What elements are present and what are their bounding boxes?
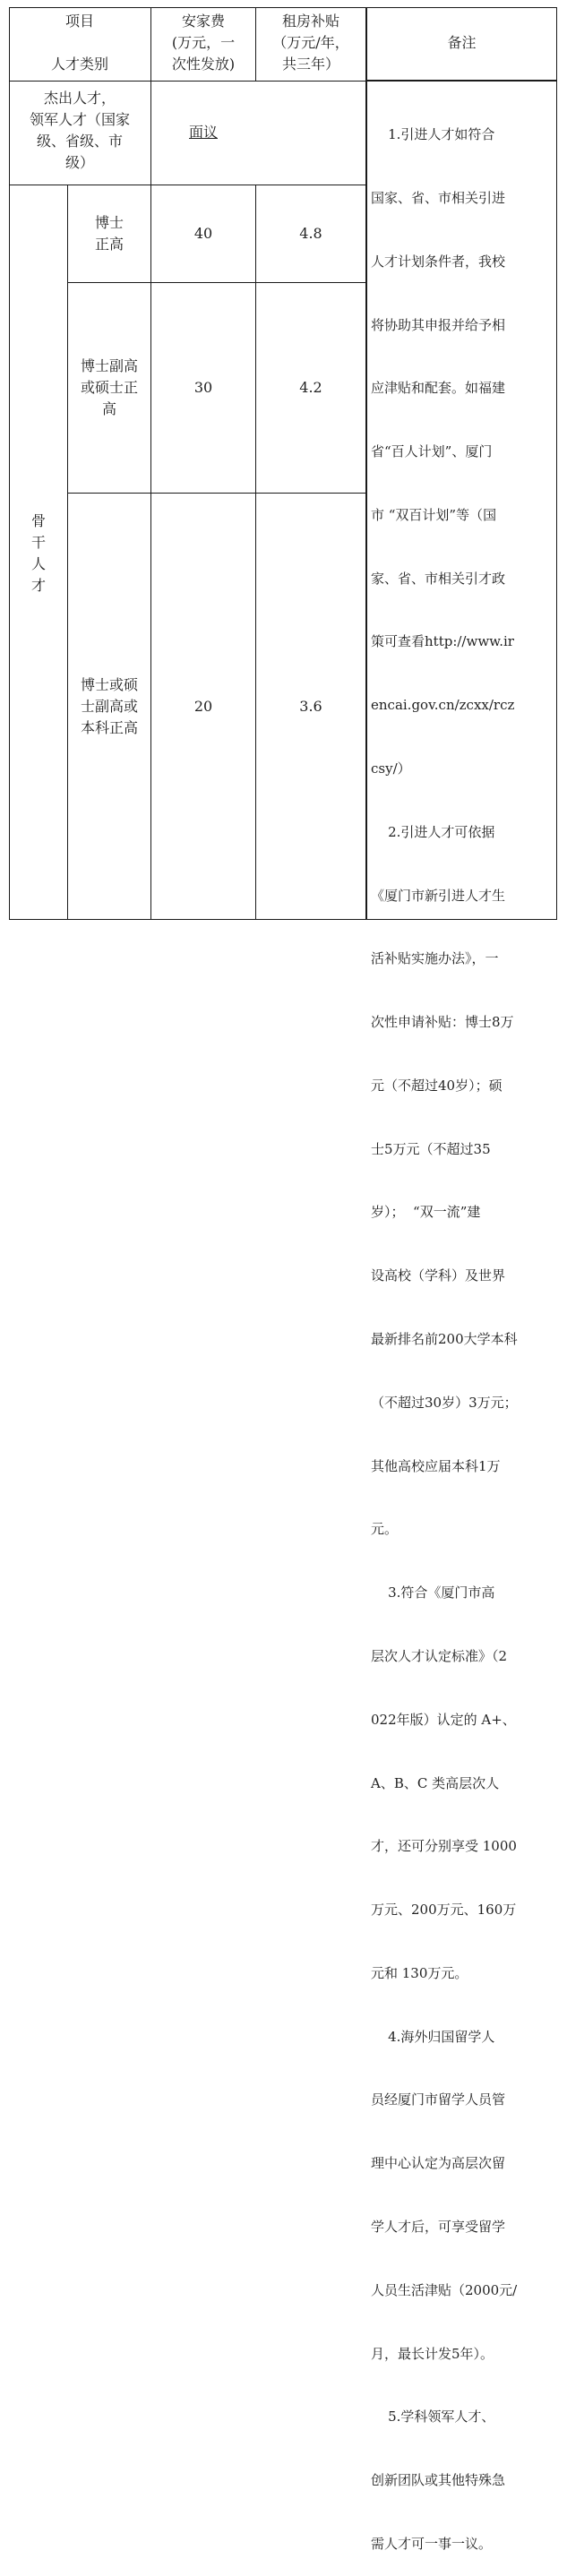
header-rent-1: 租房补贴 xyxy=(281,13,339,30)
backbone-label-3: 人 xyxy=(30,555,46,572)
note-line: 3.符合《厦门市高 xyxy=(371,1584,495,1601)
header-settle-2: (万元，一 xyxy=(171,34,236,51)
note-line: 5.学科领军人才、 xyxy=(371,2409,495,2426)
remarks-text xyxy=(371,82,555,2576)
header-rent-2: （万元/年， xyxy=(272,34,349,51)
backbone-label-1: 骨 xyxy=(30,512,46,529)
header-category: 人才类别 xyxy=(50,56,108,73)
doctor-master-settle: 20 xyxy=(193,698,213,715)
border-right xyxy=(556,7,557,920)
note-line: 《厦门市新引进人才生 xyxy=(371,887,506,904)
border-top xyxy=(9,7,557,8)
row-divider-2 xyxy=(68,493,367,494)
note-line: 4.海外归国留学人 xyxy=(371,2028,495,2045)
header-settle-1: 安家费 xyxy=(181,13,225,30)
header-item: 项目 xyxy=(64,13,94,30)
doctor-vice-label-3: 高 xyxy=(101,400,116,417)
note-line: 层次人才认定标准》（2 xyxy=(371,1647,508,1664)
doctor-senior-label-2: 正高 xyxy=(94,236,124,253)
outstanding-label-4: 级） xyxy=(64,154,94,171)
doctor-senior-rent: 4.8 xyxy=(299,225,322,242)
note-line: A、B、C 类高层次人 xyxy=(371,1774,500,1791)
note-line: 士5万元（不超过35 xyxy=(371,1140,491,1157)
outstanding-label-2: 领军人才（国家 xyxy=(29,111,130,128)
note-line: 2.引进人才可依据 xyxy=(371,823,495,840)
note-line: 月，最长计发5年）。 xyxy=(371,2345,494,2362)
note-line: 才，还可分别享受 1000 xyxy=(371,1838,517,1855)
doctor-master-label-3: 本科正高 xyxy=(80,719,138,736)
note-line: 最新排名前200大学本科 xyxy=(371,1331,518,1348)
header-settle-3: 次性发放) xyxy=(171,56,236,73)
col-divider-remark xyxy=(365,7,367,920)
note-line: 需人才可一事一议。 xyxy=(371,2535,493,2552)
doctor-master-label-1: 博士或硕 xyxy=(80,676,138,693)
note-line: encai.gov.cn/zcxx/rcz xyxy=(371,697,515,714)
note-line: （不超过30岁）3万元； xyxy=(371,1394,518,1411)
note-line: 市 “双百计划”等（国 xyxy=(371,506,497,523)
doctor-senior-label-1: 博士 xyxy=(94,214,124,231)
note-line: 学人才后，可享受留学 xyxy=(371,2218,506,2235)
note-line: 创新团队或其他特殊急 xyxy=(371,2472,506,2489)
note-line: 元（不超过40岁）；硕 xyxy=(371,1077,503,1094)
col-divider-rent-lower xyxy=(255,185,256,920)
note-line: 理中心认定为高层次留 xyxy=(371,2155,506,2172)
note-line: 国家、省、市相关引进 xyxy=(371,189,506,206)
doctor-master-rent: 3.6 xyxy=(299,698,322,715)
header-divider-remark xyxy=(366,80,557,82)
backbone-label-4: 才 xyxy=(30,577,46,594)
note-line: 设高校（学科）及世界 xyxy=(371,1267,506,1284)
note-line: 1.引进人才如符合 xyxy=(371,126,495,143)
backbone-label-2: 干 xyxy=(30,534,46,551)
doctor-senior-settle: 40 xyxy=(193,225,213,242)
outstanding-label-1: 杰出人才， xyxy=(43,90,116,107)
note-line: csy/） xyxy=(371,760,411,777)
header-divider xyxy=(9,81,367,82)
note-line: 其他高校应届本科1万 xyxy=(371,1457,501,1474)
note-line: 员经厦门市留学人员管 xyxy=(371,2091,506,2108)
note-line: 元和 130万元。 xyxy=(371,1964,468,1981)
note-line: 022年版）认定的 A+、 xyxy=(371,1711,516,1728)
doctor-master-label-2: 士副高或 xyxy=(80,698,138,715)
note-line: 家、省、市相关引才政 xyxy=(371,570,506,587)
doctor-vice-label-2: 或硕士正 xyxy=(80,379,138,396)
col-divider-backbone xyxy=(67,185,68,920)
col-divider-settle xyxy=(150,7,151,920)
row-divider-1 xyxy=(68,282,367,283)
note-line: 省“百人计划”、厦门 xyxy=(371,443,493,460)
header-rent-3: 共三年） xyxy=(281,56,339,73)
note-line: 策可查看http://www.ir xyxy=(371,633,514,650)
note-line: 次性申请补贴：博士8万 xyxy=(371,1014,514,1031)
header-remark: 备注 xyxy=(447,34,477,51)
note-line: 应津贴和配套。如福建 xyxy=(371,380,506,397)
outstanding-label-3: 级、省级、市 xyxy=(36,133,123,150)
note-line: 人员生活津贴（2000元/ xyxy=(371,2281,518,2298)
doctor-vice-rent: 4.2 xyxy=(299,379,322,396)
note-line: 万元、200万元、160万 xyxy=(371,1902,517,1919)
doctor-vice-settle: 30 xyxy=(193,379,213,396)
note-line: 将协助其申报并给予相 xyxy=(371,316,506,333)
note-line: 人才计划条件者，我校 xyxy=(371,253,506,270)
note-line: 元。 xyxy=(371,1521,399,1538)
note-line: 岁）； “双一流”建 xyxy=(371,1204,481,1221)
outstanding-value: 面议 xyxy=(188,124,218,141)
note-line: 活补贴实施办法》，一 xyxy=(371,950,499,967)
doctor-vice-label-1: 博士副高 xyxy=(80,357,138,374)
